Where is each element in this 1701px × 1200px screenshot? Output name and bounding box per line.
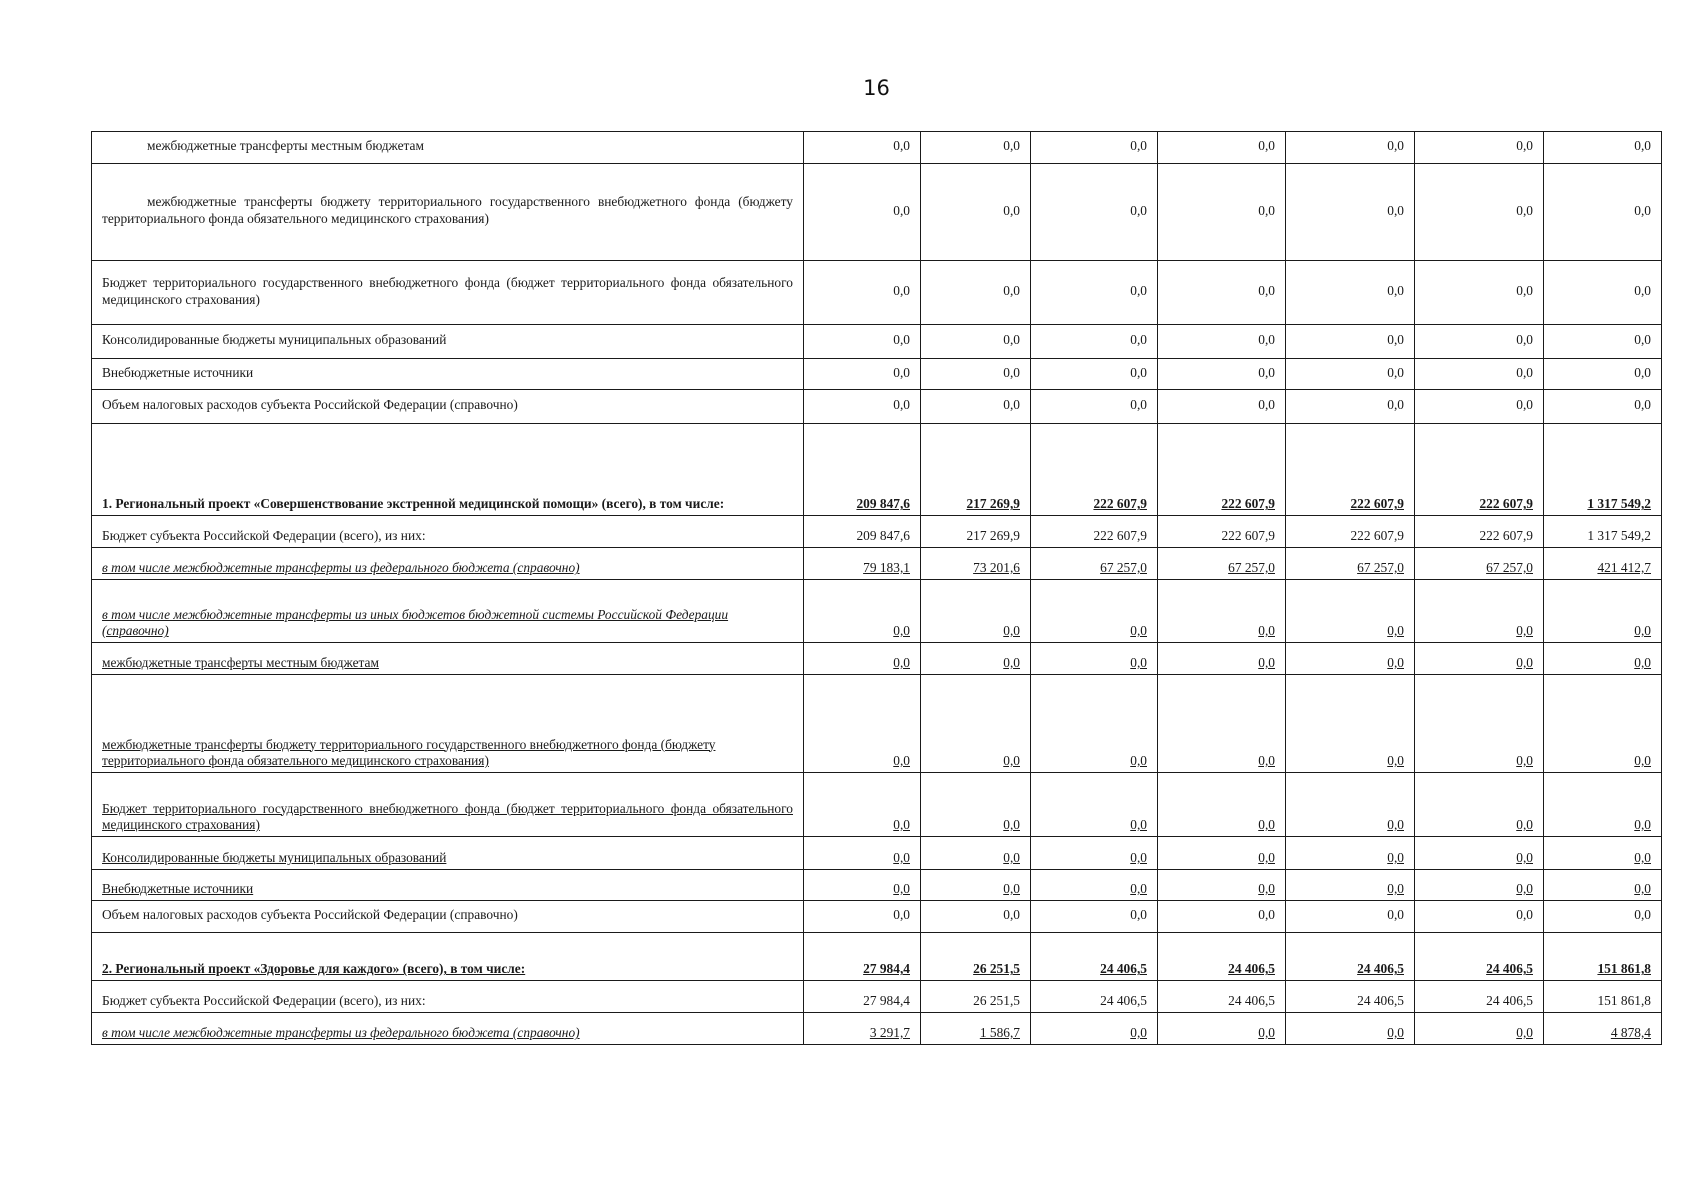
value-cell: 222 607,9 [1415, 516, 1544, 548]
value-cell: 73 201,6 [921, 548, 1031, 580]
value-cell: 0,0 [921, 675, 1031, 773]
value-cell: 0,0 [921, 870, 1031, 901]
value-cell: 27 984,4 [804, 933, 921, 981]
value-cell: 0,0 [804, 261, 921, 325]
value-cell: 0,0 [1286, 837, 1415, 870]
row-label-text: 2. Региональный проект «Здоровье для каждого» (всего), в том числе: [102, 961, 526, 977]
value-cell: 0,0 [1544, 261, 1662, 325]
table-row [92, 164, 1662, 261]
value-cell: 0,0 [1415, 870, 1544, 901]
value-cell: 79 183,1 [804, 548, 921, 580]
value-cell: 67 257,0 [1286, 548, 1415, 580]
table-row [92, 424, 1662, 516]
budget-table [91, 131, 1662, 1045]
value-cell: 0,0 [1415, 837, 1544, 870]
value-cell: 3 291,7 [804, 1013, 921, 1045]
value-cell: 24 406,5 [1415, 933, 1544, 981]
row-label [92, 580, 804, 643]
value-cell: 0,0 [804, 773, 921, 837]
value-cell: 67 257,0 [1158, 548, 1286, 580]
value-cell: 222 607,9 [1031, 424, 1158, 516]
value-cell: 0,0 [1286, 901, 1415, 933]
row-label [92, 548, 804, 580]
value-cell: 217 269,9 [921, 424, 1031, 516]
value-cell: 0,0 [1286, 675, 1415, 773]
table-row [92, 1013, 1662, 1045]
value-cell: 217 269,9 [921, 516, 1031, 548]
row-label: межбюджетные трансферты бюджету территориального государственного внебюджетного фонда (бюджету территориального фонда обязательного медицинского страхования) [92, 164, 804, 261]
value-cell: 0,0 [804, 643, 921, 675]
value-cell: 0,0 [921, 132, 1031, 164]
value-cell: 0,0 [1286, 1013, 1415, 1045]
row-label [92, 675, 804, 773]
row-label: межбюджетные трансферты местным бюджетам [92, 132, 804, 164]
table-row [92, 643, 1662, 675]
row-label: Бюджет территориального государственного внебюджетного фонда (бюджет территориального фонда обязательного медицинского страхования) [92, 261, 804, 325]
value-cell: 0,0 [1031, 132, 1158, 164]
value-cell: 0,0 [1286, 164, 1415, 261]
value-cell: 0,0 [1158, 580, 1286, 643]
value-cell: 26 251,5 [921, 933, 1031, 981]
value-cell: 222 607,9 [1158, 424, 1286, 516]
value-cell: 0,0 [804, 870, 921, 901]
value-cell: 222 607,9 [1031, 516, 1158, 548]
table-row [92, 548, 1662, 580]
value-cell: 0,0 [921, 901, 1031, 933]
value-cell: 0,0 [1158, 1013, 1286, 1045]
table-row [92, 390, 1662, 424]
value-cell: 0,0 [1158, 773, 1286, 837]
value-cell: 0,0 [1415, 773, 1544, 837]
value-cell: 0,0 [921, 580, 1031, 643]
value-cell: 24 406,5 [1031, 933, 1158, 981]
value-cell: 26 251,5 [921, 981, 1031, 1013]
row-label [92, 773, 804, 837]
value-cell: 151 861,8 [1544, 933, 1662, 981]
value-cell: 0,0 [804, 580, 921, 643]
value-cell: 1 317 549,2 [1544, 516, 1662, 548]
value-cell: 24 406,5 [1415, 981, 1544, 1013]
value-cell: 0,0 [1158, 261, 1286, 325]
value-cell: 24 406,5 [1158, 933, 1286, 981]
value-cell: 0,0 [1415, 1013, 1544, 1045]
value-cell: 0,0 [804, 132, 921, 164]
value-cell: 222 607,9 [1286, 516, 1415, 548]
table-row [92, 870, 1662, 901]
value-cell: 0,0 [1158, 675, 1286, 773]
page-number: 16 [863, 76, 890, 100]
row-label: 1. Региональный проект «Совершенствование экстренной медицинской помощи» (всего), в том числе: [92, 424, 804, 516]
value-cell: 0,0 [921, 164, 1031, 261]
value-cell: 67 257,0 [1031, 548, 1158, 580]
value-cell: 151 861,8 [1544, 981, 1662, 1013]
value-cell: 0,0 [1286, 261, 1415, 325]
value-cell: 0,0 [804, 390, 921, 424]
value-cell: 0,0 [1286, 359, 1415, 390]
value-cell: 0,0 [1544, 390, 1662, 424]
row-label-text: Консолидированные бюджеты муниципальных образований [102, 850, 447, 866]
value-cell: 1 586,7 [921, 1013, 1031, 1045]
value-cell: 0,0 [1031, 901, 1158, 933]
table-row [92, 261, 1662, 325]
value-cell: 4 878,4 [1544, 1013, 1662, 1045]
value-cell: 0,0 [1544, 901, 1662, 933]
value-cell: 0,0 [1415, 164, 1544, 261]
value-cell: 0,0 [1544, 643, 1662, 675]
row-label-text: межбюджетные трансферты местным бюджетам [102, 655, 379, 671]
value-cell: 0,0 [1158, 164, 1286, 261]
row-label: Объем налоговых расходов субъекта Российской Федерации (справочно) [92, 901, 804, 933]
value-cell: 0,0 [921, 359, 1031, 390]
value-cell: 209 847,6 [804, 516, 921, 548]
value-cell: 0,0 [1031, 325, 1158, 359]
row-label [92, 1013, 804, 1045]
value-cell: 0,0 [804, 359, 921, 390]
value-cell: 222 607,9 [1158, 516, 1286, 548]
table-row [92, 516, 1662, 548]
value-cell: 0,0 [1286, 643, 1415, 675]
value-cell: 0,0 [804, 164, 921, 261]
value-cell: 0,0 [1544, 325, 1662, 359]
value-cell: 0,0 [1031, 164, 1158, 261]
table-row [92, 132, 1662, 164]
value-cell: 0,0 [1286, 870, 1415, 901]
table-row [92, 837, 1662, 870]
value-cell: 222 607,9 [1415, 424, 1544, 516]
value-cell: 0,0 [1286, 132, 1415, 164]
value-cell: 0,0 [921, 390, 1031, 424]
value-cell: 0,0 [1158, 837, 1286, 870]
row-label [92, 643, 804, 675]
value-cell: 0,0 [1544, 773, 1662, 837]
value-cell: 0,0 [921, 643, 1031, 675]
row-label [92, 870, 804, 901]
value-cell: 0,0 [1031, 390, 1158, 424]
value-cell: 0,0 [921, 261, 1031, 325]
row-label: Консолидированные бюджеты муниципальных образований [92, 325, 804, 359]
value-cell: 24 406,5 [1286, 933, 1415, 981]
value-cell: 0,0 [1415, 580, 1544, 643]
value-cell: 0,0 [1031, 870, 1158, 901]
value-cell: 0,0 [1286, 390, 1415, 424]
value-cell: 222 607,9 [1286, 424, 1415, 516]
value-cell: 0,0 [1031, 837, 1158, 870]
value-cell: 0,0 [1544, 359, 1662, 390]
value-cell: 0,0 [1544, 580, 1662, 643]
value-cell: 24 406,5 [1031, 981, 1158, 1013]
table-row [92, 675, 1662, 773]
table-row [92, 325, 1662, 359]
value-cell: 0,0 [1158, 901, 1286, 933]
row-label [92, 933, 804, 981]
value-cell: 0,0 [1031, 675, 1158, 773]
row-label: Бюджет субъекта Российской Федерации (всего), из них: [92, 516, 804, 548]
row-label-text: Бюджет территориального государственного внебюджетного фонда (бюджет территориального фонда обязательного медицинского страхования) [102, 800, 793, 833]
value-cell: 209 847,6 [804, 424, 921, 516]
value-cell: 0,0 [804, 837, 921, 870]
value-cell: 0,0 [1286, 773, 1415, 837]
value-cell: 0,0 [1031, 773, 1158, 837]
value-cell: 0,0 [1158, 359, 1286, 390]
value-cell: 0,0 [1544, 837, 1662, 870]
value-cell: 0,0 [1544, 164, 1662, 261]
value-cell: 0,0 [1415, 901, 1544, 933]
row-label [92, 837, 804, 870]
value-cell: 0,0 [1286, 580, 1415, 643]
value-cell: 0,0 [1415, 675, 1544, 773]
row-label: Бюджет субъекта Российской Федерации (всего), из них: [92, 981, 804, 1013]
value-cell: 0,0 [921, 325, 1031, 359]
value-cell: 0,0 [1544, 870, 1662, 901]
value-cell: 0,0 [804, 325, 921, 359]
table-row [92, 981, 1662, 1013]
row-label-text: в том числе межбюджетные трансферты из иных бюджетов бюджетной системы Российской Федерации (справочно) [102, 606, 729, 639]
value-cell: 0,0 [1031, 643, 1158, 675]
value-cell: 27 984,4 [804, 981, 921, 1013]
value-cell: 0,0 [1415, 132, 1544, 164]
row-label-text: в том числе межбюджетные трансферты из федерального бюджета (справочно) [102, 1025, 580, 1041]
value-cell: 0,0 [1544, 132, 1662, 164]
value-cell: 1 317 549,2 [1544, 424, 1662, 516]
row-label: Внебюджетные источники [92, 359, 804, 390]
value-cell: 24 406,5 [1158, 981, 1286, 1013]
value-cell: 0,0 [1158, 132, 1286, 164]
value-cell: 0,0 [804, 901, 921, 933]
table-row [92, 933, 1662, 981]
value-cell: 0,0 [1415, 261, 1544, 325]
row-label: Объем налоговых расходов субъекта Российской Федерации (справочно) [92, 390, 804, 424]
table-row [92, 901, 1662, 933]
value-cell: 0,0 [1031, 359, 1158, 390]
row-label-text: Внебюджетные источники [102, 881, 254, 897]
row-label-text: межбюджетные трансферты бюджету территориального государственного внебюджетного фонда (бюджету территориального фонда обязательного медицинского страхования) [102, 736, 716, 769]
value-cell: 0,0 [921, 837, 1031, 870]
value-cell: 0,0 [1158, 643, 1286, 675]
table-row [92, 580, 1662, 643]
value-cell: 0,0 [1415, 643, 1544, 675]
value-cell: 0,0 [1031, 580, 1158, 643]
value-cell: 0,0 [1415, 325, 1544, 359]
row-label-text: в том числе межбюджетные трансферты из федерального бюджета (справочно) [102, 560, 580, 576]
value-cell: 0,0 [1158, 325, 1286, 359]
value-cell: 0,0 [804, 675, 921, 773]
value-cell: 0,0 [1158, 870, 1286, 901]
value-cell: 0,0 [1031, 1013, 1158, 1045]
value-cell: 0,0 [1544, 675, 1662, 773]
value-cell: 0,0 [1286, 325, 1415, 359]
value-cell: 0,0 [1031, 261, 1158, 325]
value-cell: 421 412,7 [1544, 548, 1662, 580]
value-cell: 0,0 [1415, 390, 1544, 424]
table-row [92, 359, 1662, 390]
value-cell: 24 406,5 [1286, 981, 1415, 1013]
value-cell: 67 257,0 [1415, 548, 1544, 580]
value-cell: 0,0 [1158, 390, 1286, 424]
value-cell: 0,0 [1415, 359, 1544, 390]
table-row [92, 773, 1662, 837]
value-cell: 0,0 [921, 773, 1031, 837]
